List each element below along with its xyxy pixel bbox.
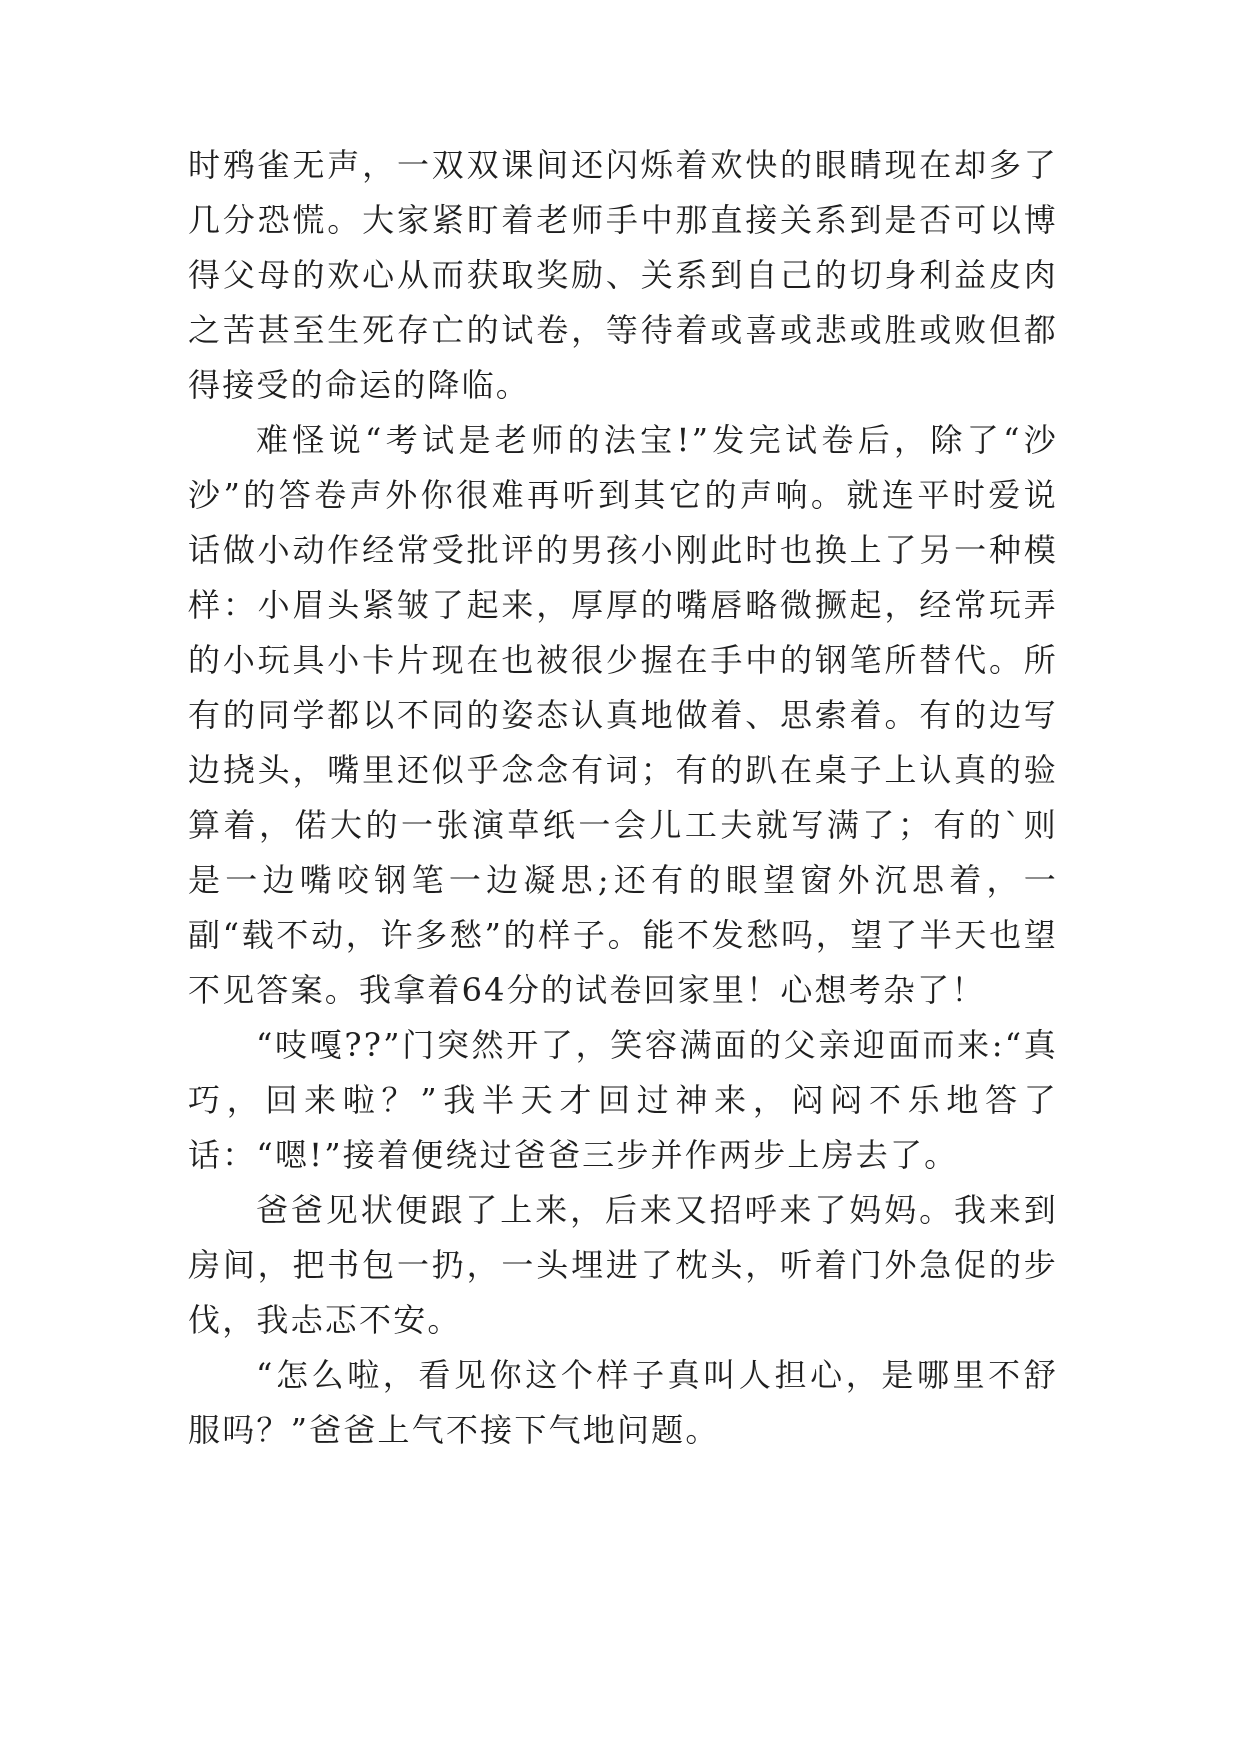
paragraph-1: 时鸦雀无声，一双双课间还闪烁着欢快的眼睛现在却多了几分恐慌。大家紧盯着老师手中那直接关系到是否可以博得父母的欢心从而获取奖励、关系到自己的切身利益皮肉之苦甚至生死存亡的试卷，等待着或喜或悲或胜或败但都得接受的命运的降临。	[188, 146, 1058, 404]
document-page	[188, 138, 1058, 1458]
paragraph-4: 爸爸见状便跟了上来，后来又招呼来了妈妈。我来到房间，把书包一扔，一头埋进了枕头，听着门外急促的步伐，我忐忑不安。	[188, 1191, 1058, 1339]
paragraph-5: “怎么啦，看见你这个样子真叫人担心，是哪里不舒服吗？”爸爸上气不接下气地问题。	[188, 1356, 1058, 1449]
paragraph-3: “吱嘎??”门突然开了，笑容满面的父亲迎面而来:“真巧，回来啦？”我半天才回过神来，闷闷不乐地答了话：“嗯!”接着便绕过爸爸三步并作两步上房去了。	[188, 1026, 1058, 1174]
paragraph-2: 难怪说“考试是老师的法宝!”发完试卷后，除了“沙沙”的答卷声外你很难再听到其它的声响。就连平时爱说话做小动作经常受批评的男孩小刚此时也换上了另一种模样：小眉头紧皱了起来，厚厚的嘴唇略微撅起，经常玩弄的小玩具小卡片现在也被很少握在手中的钢笔所替代。所有的同学都以不同的姿态认真地做着、思索着。有的边写边挠头，嘴里还似乎念念有词；有的趴在桌子上认真的验算着，偌大的一张演草纸一会儿工夫就写满了；有的`则是一边嘴咬钢笔一边凝思;还有的眼望窗外沉思着，一副“载不动，许多愁”的样子。能不发愁吗，望了半天也望不见答案。我拿着64分的试卷回家里！心想考杂了！	[188, 421, 1058, 1009]
